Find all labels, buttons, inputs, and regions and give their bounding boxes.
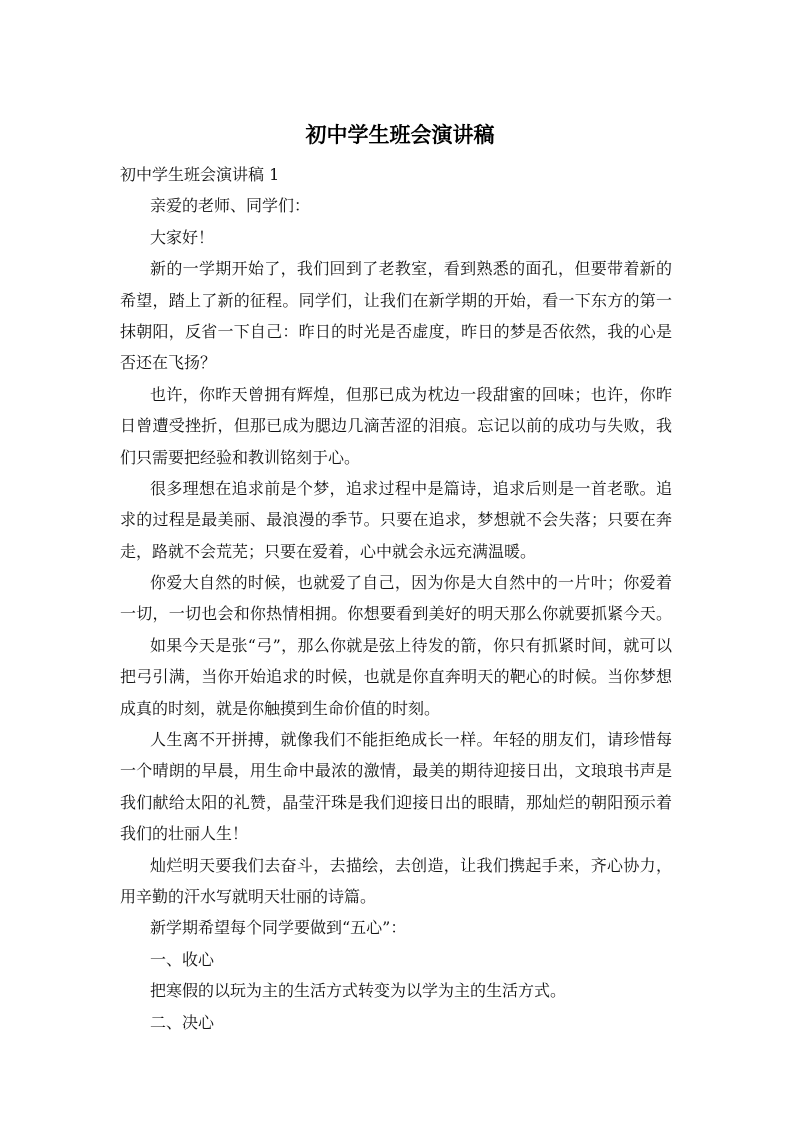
paragraph-line: 日曾遭受挫折，但那已成为腮边几滴苦涩的泪痕。忘记以前的成功与失败，我	[120, 416, 672, 436]
document-title: 初中学生班会演讲稿	[305, 123, 495, 147]
paragraph-line: 我们献给太阳的礼赞，晶莹汗珠是我们迎接日出的眼睛，那灿烂的朝阳预示着	[120, 792, 672, 812]
paragraph-line: 也许，你昨天曾拥有辉煌，但那已成为枕边一段甜蜜的回味；也许，你昨	[150, 384, 672, 404]
paragraph-new-semester	[120, 253, 672, 379]
section-heading: 初中学生班会演讲稿 1	[120, 165, 280, 184]
paragraph-line: 否还在飞扬？	[120, 353, 217, 373]
paragraph-line: 我们的壮丽人生！	[120, 824, 249, 844]
list-body-1	[120, 975, 672, 1006]
paragraph-bow	[120, 630, 672, 724]
paragraph-line: 一切，一切也会和你热情相拥。你想要看到美好的明天那么你就要抓紧今天。	[120, 604, 672, 624]
paragraph-struggle	[120, 724, 672, 850]
paragraph-greeting	[120, 222, 672, 253]
paragraph-line: 成真的时刻，就是你触摸到生命价值的时刻。	[120, 698, 441, 718]
document-body	[120, 159, 672, 1038]
paragraph-line: 希望，踏上了新的征程。同学们，让我们在新学期的开始，看一下东方的第一	[120, 290, 672, 310]
paragraph-line: 走，路就不会荒芜；只要在爱着，心中就会永远充满温暖。	[120, 541, 537, 561]
list-heading-2	[120, 1007, 672, 1038]
paragraph-ideals	[120, 473, 672, 567]
paragraph-line: 一、收心	[150, 949, 215, 969]
paragraph-line: 很多理想在追求前是个梦，追求过程中是篇诗，追求后则是一首老歌。追	[150, 478, 672, 498]
paragraph-line: 人生离不开拼搏，就像我们不能拒绝成长一样。年轻的朋友们，请珍惜每	[150, 730, 672, 750]
paragraph-line: 把弓引满，当你开始追求的时候，也就是你直奔明天的靶心的时候。当你梦想	[120, 667, 672, 687]
paragraph-tomorrow	[120, 850, 672, 913]
paragraph-salutation	[120, 190, 672, 221]
paragraph-five-hearts	[120, 912, 672, 943]
paragraph-line: 们只需要把经验和教训铭刻于心。	[120, 447, 361, 467]
paragraph-nature	[120, 567, 672, 630]
paragraph-line: 灿烂明天要我们去奋斗，去描绘，去创造，让我们携起手来，齐心协力，	[150, 855, 672, 875]
paragraph-line: 亲爱的老师、同学们：	[150, 196, 311, 216]
paragraph-line: 新学期希望每个同学要做到“五心”：	[150, 918, 407, 938]
paragraph-line: 抹朝阳，反省一下自己：昨日的时光是否虚度，昨日的梦是否依然，我的心是	[120, 321, 672, 341]
paragraph-line: 一个晴朗的早晨，用生命中最浓的激情，最美的期待迎接日出，文琅琅书声是	[120, 761, 672, 781]
paragraph-line: 大家好！	[150, 227, 215, 247]
paragraph-perhaps	[120, 379, 672, 473]
list-heading-1	[120, 944, 672, 975]
paragraph-line: 新的一学期开始了，我们回到了老教室，看到熟悉的面孔，但要带着新的	[150, 259, 672, 279]
paragraph-line: 如果今天是张“弓”，那么你就是弦上待发的箭，你只有抓紧时间，就可以	[150, 635, 672, 655]
paragraph-line: 二、决心	[150, 1012, 215, 1032]
paragraph-line: 把寒假的以玩为主的生活方式转变为以学为主的生活方式。	[150, 981, 567, 1001]
paragraph-line: 用辛勤的汗水写就明天壮丽的诗篇。	[120, 886, 377, 906]
paragraph-line: 求的过程是最美丽、最浪漫的季节。只要在追求，梦想就不会失落；只要在奔	[120, 510, 672, 530]
paragraph-line: 你爱大自然的时候，也就爱了自己，因为你是大自然中的一片叶；你爱着	[150, 573, 672, 593]
